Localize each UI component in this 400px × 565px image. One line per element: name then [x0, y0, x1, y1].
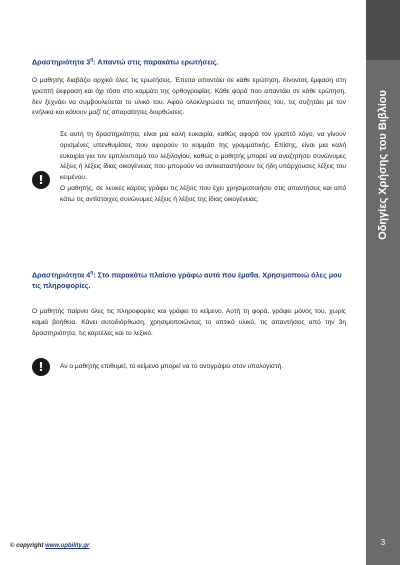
- activity-3-heading-text: : Απαντώ στις παρακάτω ερωτήσεις.: [93, 57, 219, 67]
- activity-4-heading-text: : Στο παρακάτω πλαίσιο γράφω αυτά που έμαθα. Χρησιμοποιώ όλες μου τις πληροφορίες.: [32, 270, 342, 291]
- activity-3-paragraph: Ο μαθητής διαβάζει αρχικά όλες τις ερωτήσεις. Έπειτα απαντάει σε κάθε ερώτηση, δίνοντας έμφαση στη γραπτή έκφραση και όχι τόσο στο κομμάτι της ορθογραφίας. Κάθε φορά που απαντάει σε κάθε ερώτηση, δεν ξεχνάει να συμβουλεύεται το υλικό του. Αφού ολοκληρώσει τις απαντήσεις του, τις συζητάει με τον ενήλικα και κάνουν μαζί τις απαραίτητες διορθώσεις.: [32, 77, 346, 117]
- activity-3-note-p2: Ο μαθητής, σε λευκές κάρτες γράφει τις λέξεις που έχει χρησιμοποιήσει στις απαντήσεις και από κάτω τις αντίστοιχες συνώνυμες λέξεις ή λέξεις της ίδιας οικογένειας.: [60, 184, 346, 203]
- activity-3-heading-prefix: Δραστηριότητα 3: [32, 57, 91, 67]
- activity-4-heading-prefix: Δραστηριότητα 4: [32, 270, 91, 280]
- exclamation-circle-icon: !: [32, 358, 50, 376]
- page-number: 3: [380, 538, 386, 547]
- sidebar-top-block: [366, 0, 400, 60]
- footer-copyright: [10, 543, 89, 549]
- sidebar-title: Οδηγίες Χρήσης του Βιβλίου: [377, 90, 389, 240]
- activity-4-paragraph: Ο μαθητής παίρνει όλες τις πληροφορίες και γράφει το κείμενο. Αυτή τη φορά, γράφει μόνος του, χωρίς καμιά βοήθεια. Κάνει αυτοδιόρθωση, χρησιμοποιώντας το οπτικό υλικό, τις απαντήσεις από την 3η δραστηριότητα, τις καρτέλες και το λεξικό.: [32, 308, 346, 337]
- exclamation-circle-icon: !: [32, 171, 50, 189]
- activity-3-heading: [32, 55, 346, 67]
- copyright-text: © copyright: [10, 543, 44, 549]
- activity-4-note: Αν ο μαθητής επιθυμεί, το κείμενο μπορεί να το αντιγράψει στον υπολογιστή.: [60, 363, 284, 370]
- website-link[interactable]: www.upbility.gr: [45, 543, 90, 549]
- activity-3-heading-sup: η: [90, 57, 94, 63]
- activity-4-heading: [32, 268, 346, 291]
- sidebar: [366, 0, 400, 565]
- activity-3-note: [60, 130, 346, 206]
- activity-3-note-p1: Σε αυτή τη δραστηριότητα, είναι μια καλή ευκαιρία, καθώς αφορά τον γραπτό λόγο, να γίνουν ορισμένες υπενθυμίσεις που αφορούν το κομμάτι της γραμματικής. Επίσης, είναι μια καλή ευκαιρία για τον εμπλουτισμό του λεξιλογίου, καθώς ο μαθητής μπορεί να αναζητήσει συνώνυμες λέξεις ή λέξεις ίδιας οικογένειας που μπορούν να αντικαταστήσουν τις ήδη υπάρχουσες λέξεις του κειμένου.: [60, 131, 346, 182]
- activity-4-heading-sup: η: [90, 270, 94, 276]
